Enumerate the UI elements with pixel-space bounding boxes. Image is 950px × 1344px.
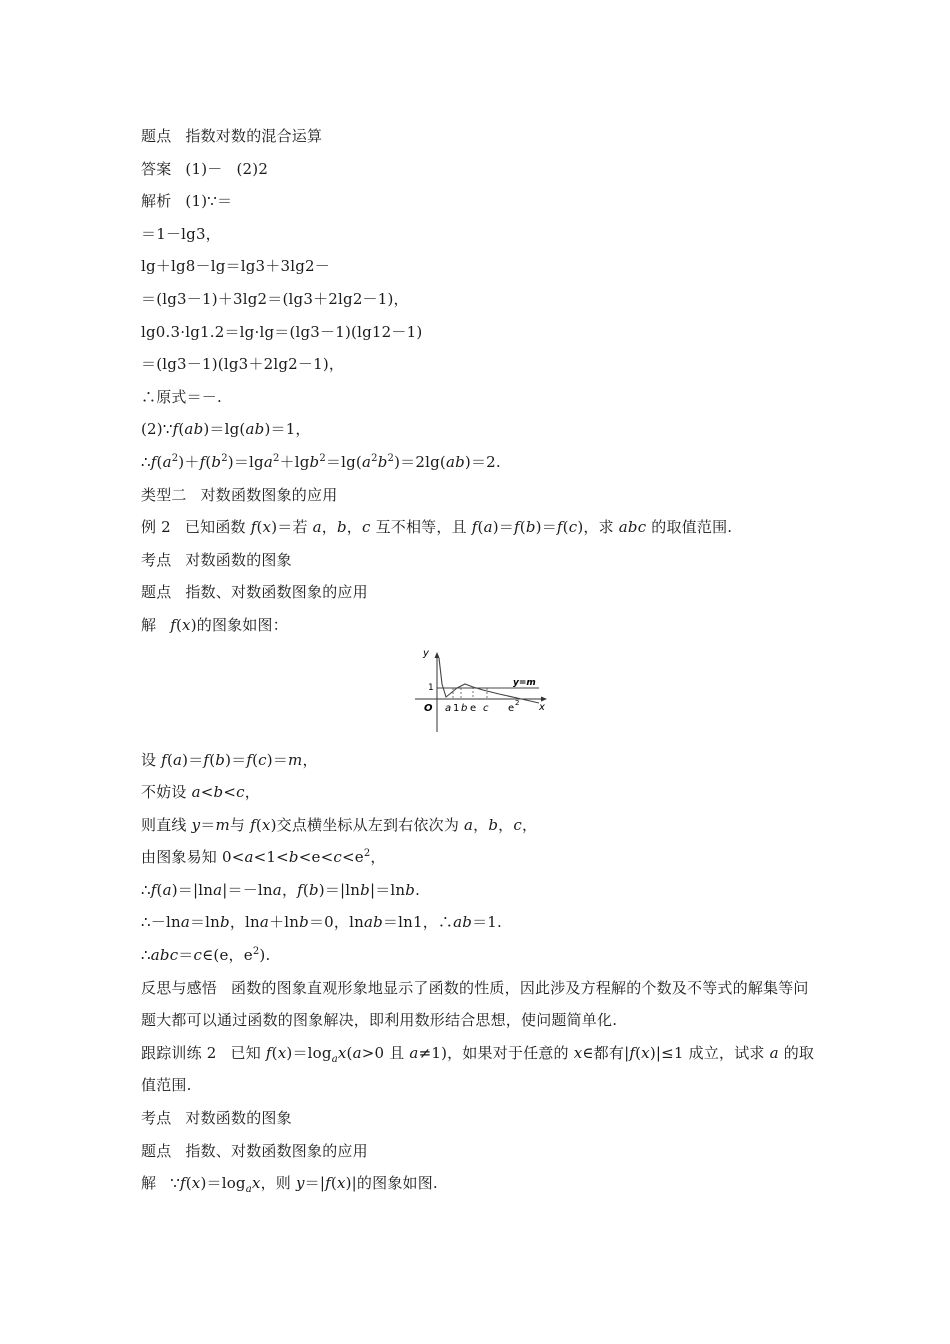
answer-label: 答案 [141,159,172,178]
analysis-label: 解析 [141,192,172,211]
math-line: ＝1－lg3， [141,224,221,243]
graph-svg [409,644,549,734]
y-axis-arrow [435,652,440,658]
reflection-paragraph [141,972,821,1037]
tick-a: a [445,702,452,714]
topic-label: 题点 [141,583,172,602]
solution-label: 解 [141,615,157,634]
answer-part2: (2)2 [236,159,269,178]
section-heading [141,479,821,512]
tick-e2: e [508,702,515,714]
x-axis-arrow [541,696,547,701]
tick-e: e [470,702,477,714]
reflection-text: 函数的图象直观形象地显示了函数的性质，因此涉及方程解的个数及不等式的解集等问题大都可以通过函数的图象解决，即利用数形结合思想，使问题简单化. [141,978,809,1030]
math-line: ∴f(a)＝|lna|＝－lna，f(b)＝|lnb|＝lnb. [141,880,421,899]
math-line: lg0.3·lg1.2＝lg·lg＝(lg3－1)(lg12－1) [141,322,423,341]
y-axis-label: y [423,647,429,659]
math-line: 由图象易知 $0<a<1<b<e<c<e^2$， [141,848,386,867]
topic-text: 指数、对数函数图象的应用 [185,1141,368,1160]
tick-e2-sup: 2 [515,698,520,707]
topic-label: 题点 [141,127,172,145]
math-line: ∴原式＝－. [141,387,222,406]
practice-paragraph: 跟踪训练 2 已知 $f(x)=\log_ax(a>0$ 且 a≠1)，如果对于任意的 x∈都有|f(x)|≤1 成立，试求 a 的取值范围. [141,1043,815,1095]
solution-line: 解 f(x)的图象如图： [141,615,288,634]
math-line: 不妨设 a<b<c， [141,783,260,802]
reflection-label: 反思与感悟 [141,978,218,997]
answer-part1: (1)－ [185,159,223,178]
topic-text: 指数对数的混合运算 [185,127,323,145]
tick-c: c [483,702,489,714]
math-line: ＝(lg3－1)＋3lg2＝(lg3＋2lg2－1)， [141,289,409,308]
solution-label: 解 [141,1174,157,1193]
line-label: y=m [513,677,536,688]
topic-label: 题点 [141,1141,172,1160]
one-label: 1 [428,682,434,693]
kaodian-text: 对数函数的图象 [185,1109,292,1128]
math-line: ∴－lna＝lnb，lna＋lnb＝0，lnab＝ln1，∴ab＝1. [141,913,502,932]
section-label: 类型二 [141,485,187,504]
math-line: 设 f(a)＝f(b)＝f(c)＝m， [141,750,318,769]
analysis-text: (1)∵＝ [185,192,233,211]
document-page [141,120,821,1200]
math-line: $\therefore f(a^2)+f(b^2)=\lg a^2+\lg b^2=\lg(a^2b^2)=2\lg(ab)=2$. [141,452,501,471]
math-line: (2)∵f(ab)＝lg(ab)＝1， [141,420,311,439]
kaodian-label: 考点 [141,1109,172,1128]
solution-line: 解 $\because f(x)=\log_ax$，则 y＝|f(x)|的图象如图. [141,1174,438,1196]
tick-1: 1 [453,702,460,714]
topic-line [141,576,821,609]
kaodian-line [141,544,821,577]
practice-label: 跟踪训练 2 [141,1043,217,1062]
function-graph [141,646,821,738]
x-axis-label: x [539,701,545,713]
math-line: ∴abc＝c∈(e，$e^2$). [141,946,271,965]
topic-line [141,1135,821,1168]
answer-line [141,153,821,186]
kaodian-label: 考点 [141,550,172,569]
math-line: ＝(lg3－1)(lg3＋2lg2－1)， [141,355,345,374]
origin-label: O [424,702,433,714]
example-label: 例 2 [141,518,171,537]
kaodian-text: 对数函数的图象 [185,550,292,569]
kaodian-line [141,1102,821,1135]
topic-line [141,120,821,153]
math-line: lg＋lg8－lg＝lg3＋3lg2－ [141,257,330,276]
example-line: 例 2 已知函数 f(x)＝若 a，b，c 互不相等，且 f(a)＝f(b)＝f(c)，求 abc 的取值范围. [141,518,733,537]
tick-b: b [461,702,468,714]
analysis-line [141,185,821,218]
math-line: 则直线 y＝m与 f(x)交点横坐标从左到右依次为 a，b，c， [141,815,538,834]
topic-text: 指数、对数函数图象的应用 [185,583,368,602]
section-title: 对数函数图象的应用 [200,485,338,504]
